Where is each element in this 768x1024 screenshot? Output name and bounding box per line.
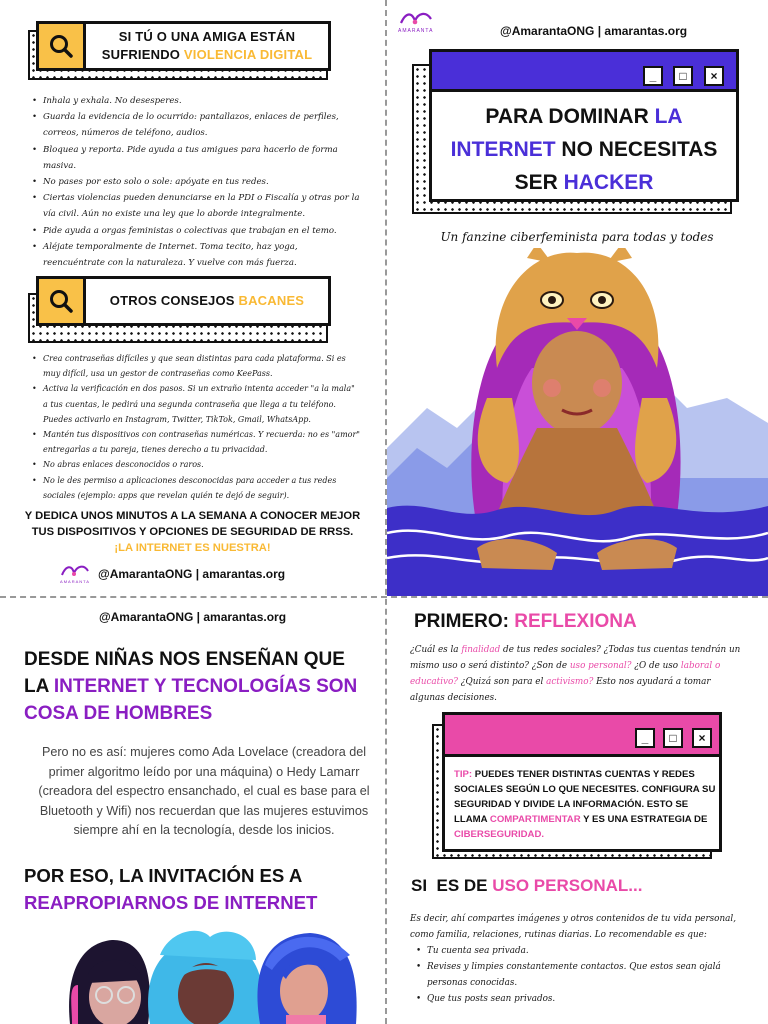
text-run: Y ES UNA ESTRATEGIA DE [580, 814, 708, 825]
intro-heading-highlight: INTERNET Y TECNOLOGÍAS SON [53, 676, 358, 697]
window-titlebar [432, 52, 736, 92]
text-run: PUEDES TENER DISTINTAS CUENTAS Y REDES SOCIALES SEGÚN LO QUE NECESITES. CONFIGURA SU SEGURIDAD Y DIVIDE LA INFORMACIÓN. ESTO SE LLAMA [454, 769, 716, 825]
amaranta-logo [398, 10, 433, 34]
text-run: de tus redes sociales? ¿Todas tus cuentas tendrán un mismo uso o será distinto? ¿Son de [410, 645, 741, 671]
list-item: • Crea contraseñas difíciles y que sean distintas para cada plataforma. Si es muy difícil, usa un gestor de contraseñas como KeePass. [32, 351, 362, 381]
text-run: ¿Cuál es la [410, 645, 462, 655]
heading-tips [83, 276, 331, 326]
tip-window [442, 712, 722, 852]
list-item: • Activa la verificación en dos pasos. Si un extraño intenta acceder "a la mala" a tus cuentas, le pedirá una segunda contraseña que llega a tu teléfono. Puedes activarlo en Instagram, Twitter, TikTok, Gmail, WhatsApp. [32, 381, 362, 427]
close-button[interactable]: × [704, 66, 724, 86]
personal-heading-highlight: USO PERSONAL... [492, 876, 643, 895]
list-item: • Guarda la evidencia de lo ocurrido: pantallazos, enlaces de perfiles, correos, números de teléfono, audios. [32, 109, 362, 141]
intro-heading [24, 646, 374, 727]
highlight-text: uso personal? [569, 661, 632, 671]
social-handle: @AmarantaONG | amarantas.org [98, 610, 287, 624]
text-run: ¿Quizá son para el [458, 677, 547, 687]
list-item: • No abras enlaces desconocidos o raros. [32, 457, 362, 472]
invitation-line-2: REAPROPIARNOS DE INTERNET [24, 892, 318, 913]
invitation-line-1: POR ESO, LA INVITACIÓN ES A [24, 865, 303, 886]
security-tips-list [32, 351, 362, 503]
logo-text: AMARANTA [398, 28, 434, 34]
heading-text: OTROS CONSEJOS [109, 293, 239, 308]
highlight-text: activismo? [546, 677, 594, 687]
footer-brand [60, 563, 285, 584]
reflect-heading-highlight: REFLEXIONA [514, 611, 637, 632]
personal-heading [411, 876, 642, 896]
reflect-paragraph [410, 642, 746, 706]
tip-window-titlebar [445, 715, 719, 757]
minimize-button[interactable]: _ [643, 66, 663, 86]
heading-line-2: SUFRIENDO [101, 47, 184, 62]
cover-title [432, 100, 736, 199]
list-item: • Mantén tus dispositivos con contraseñas numéricas. Y recuerda: no es "amor" entregarlas a tu pareja, tienes derecho a tu privacidad. [32, 427, 362, 457]
cover-title-highlight: HACKER [563, 171, 654, 194]
violence-tips-list [32, 93, 362, 271]
personal-heading-label: SI ES DE [411, 876, 493, 895]
text-run: ¿O de uso [631, 661, 681, 671]
cover-illustration [387, 248, 768, 596]
minimize-button[interactable]: _ [635, 728, 655, 748]
heading-highlight: BACANES [238, 293, 305, 308]
call-to-action [0, 508, 385, 556]
women-illustration [60, 925, 360, 1024]
highlight-text: CIBERSEGURIDAD. [454, 829, 545, 840]
personal-intro: Es decir, ahí compartes imágenes y otros contenidos de tu vida personal, como familia, relaciones, rutinas diarias. Lo recomendable es que: [410, 914, 736, 940]
intro-heading-line-1: DESDE NIÑAS NOS ENSEÑAN QUE [24, 649, 345, 670]
cta-line-1: Y DEDICA UNOS MINUTOS A LA SEMANA A CONOCER MEJOR [24, 510, 361, 522]
social-handle: @AmarantaONG | amarantas.org [500, 24, 688, 38]
text-run: Esto nos ayudará a tomar algunas decisiones. [410, 677, 711, 703]
list-item: • Tu cuenta sea privada. [416, 943, 738, 959]
list-item: • No pases por esto solo o sole: apóyate en tus redes. [32, 174, 362, 190]
list-item: • Ciertas violencias pueden denunciarse en la PDI o Fiscalía y otras por la vía civil. Aún no existe una ley que lo aborde integralmente. [32, 190, 362, 222]
intro-heading-line-2: LA [24, 676, 54, 697]
logo-text: AMARANTA [60, 579, 90, 584]
heading-highlight: VIOLENCIA DIGITAL [183, 47, 313, 62]
cover-title-highlight: LA [654, 105, 683, 128]
intro-paragraph: Pero no es así: mujeres como Ada Lovelace (creadora del primer algoritmo leído por una máquina) o Hedy Lamarr (creadora del espectro ensanchado, el cual es base para el Bluetooth y Wifi) nos recuerdan que las mujeres estuvimos siempre ahí en la tecnología, desde los inicios. [38, 745, 370, 838]
reflect-heading [414, 611, 637, 633]
cover-title-line-2: NO NECESITAS [555, 138, 718, 161]
highlight-text: COMPARTIMENTAR [489, 814, 581, 825]
cta-line-2: TUS DISPOSITIVOS Y OPCIONES DE SEGURIDAD DE RRSS. [31, 526, 354, 538]
search-icon [36, 21, 86, 71]
highlight-text: finalidad [461, 645, 501, 655]
highlight-text: TIP: [454, 769, 475, 780]
list-item: • Inhala y exhala. No desesperes. [32, 93, 362, 109]
amaranta-logo [60, 563, 90, 584]
list-item: • Aléjate temporalmente de Internet. Toma tecito, haz yoga, reencuéntrate con la naturaleza. Y vuelve con más fuerza. [32, 239, 362, 271]
list-item: • Pide ayuda a orgas feministas o colectivas que trabajan en el temo. [32, 223, 362, 239]
invitation-heading [24, 862, 374, 916]
close-button[interactable]: × [692, 728, 712, 748]
cta-slogan: ¡LA INTERNET ES NUESTRA! [114, 542, 271, 554]
cover-window [429, 49, 739, 202]
highlight-text: laboral o educativo? [410, 661, 721, 687]
list-item: • Bloquea y reporta. Pide ayuda a tus amigues para hacerlo de forma masiva. [32, 142, 362, 174]
reflect-heading-label: PRIMERO: [414, 611, 515, 632]
heading-line-1: SI TÚ O UNA AMIGA ESTÁN [118, 29, 296, 44]
cover-subtitle: Un fanzine ciberfeminista para todas y todes [440, 230, 714, 244]
maximize-button[interactable]: □ [663, 728, 683, 748]
social-handle: @AmarantaONG | amarantas.org [98, 566, 286, 581]
cover-title-line-3: SER [514, 171, 564, 194]
list-item: • Revises y limpies constantemente contactos. Que estos sean ojalá personas conocidas. [416, 959, 738, 991]
cover-title-line-1: PARA DOMINAR [485, 105, 655, 128]
list-item: • No le des permiso a aplicaciones desconocidas para acceder a tus redes sociales (ejemplo: apps que revelan quién te dejó de seguir). [32, 473, 362, 503]
personal-tips-list [416, 943, 738, 1007]
intro-heading-highlight-2: COSA DE HOMBRES [24, 703, 213, 724]
fold-line-horizontal [0, 596, 768, 598]
cover-title-highlight: INTERNET [450, 138, 556, 161]
maximize-button[interactable]: □ [673, 66, 693, 86]
tip-text [454, 767, 716, 842]
heading-violence [83, 21, 331, 71]
list-item: • Que tus posts sean privados. [416, 991, 738, 1007]
search-icon [36, 276, 86, 326]
